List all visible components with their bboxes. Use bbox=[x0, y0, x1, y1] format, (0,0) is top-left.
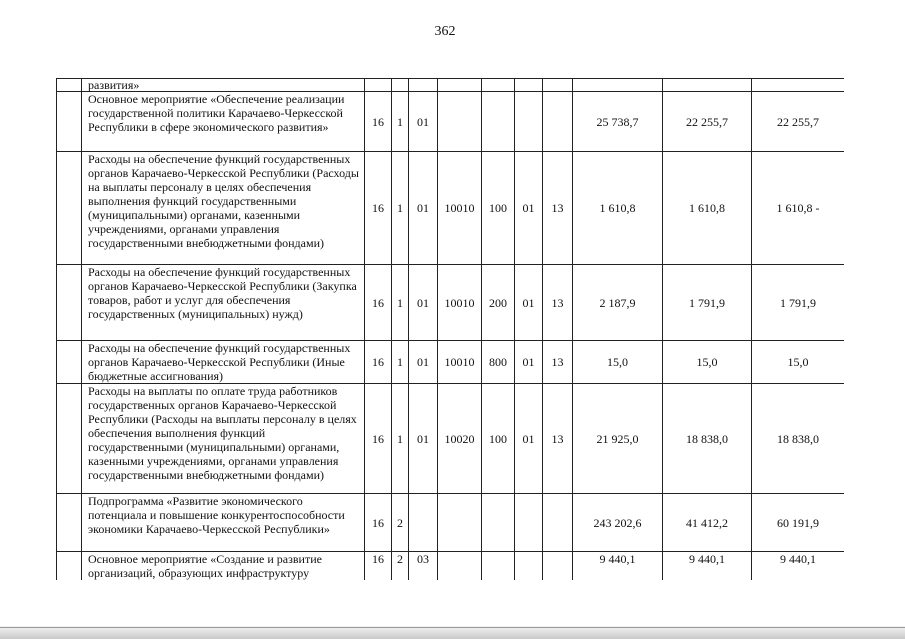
code-cell: 16 bbox=[365, 152, 392, 265]
code-cell: 01 bbox=[409, 384, 438, 494]
amount-cell: 1 791,9 bbox=[752, 265, 845, 341]
amount-cell: 1 791,9 bbox=[663, 265, 752, 341]
code-cell: 13 bbox=[543, 265, 573, 341]
amount-cell: 2 187,9 bbox=[573, 265, 663, 341]
code-cell: 01 bbox=[515, 384, 543, 494]
amount-cell: 22 255,7 bbox=[663, 92, 752, 152]
code-cell bbox=[392, 79, 409, 92]
code-cell: 1 bbox=[392, 384, 409, 494]
code-cell bbox=[438, 494, 482, 552]
code-cell: 03 bbox=[409, 552, 438, 581]
code-cell bbox=[409, 494, 438, 552]
amount-cell bbox=[573, 79, 663, 92]
code-cell bbox=[515, 92, 543, 152]
code-cell: 16 bbox=[365, 494, 392, 552]
code-cell: 1 bbox=[392, 92, 409, 152]
code-cell: 16 bbox=[365, 341, 392, 384]
code-cell: 01 bbox=[409, 152, 438, 265]
amount-cell: 18 838,0 bbox=[752, 384, 845, 494]
amount-cell: 60 191,9 bbox=[752, 494, 845, 552]
amount-cell: 1 610,8 bbox=[663, 152, 752, 265]
code-cell bbox=[543, 494, 573, 552]
amount-cell: 41 412,2 bbox=[663, 494, 752, 552]
row-description: Расходы на обеспечение функций государственных органов Карачаево-Черкесской Республики (Закупка товаров, работ и услуг для обеспечения государственных (муниципальных) нужд) bbox=[82, 265, 365, 341]
amount-cell: 9 440,1 bbox=[663, 552, 752, 581]
table-row bbox=[57, 92, 845, 152]
code-cell: 13 bbox=[543, 152, 573, 265]
code-cell bbox=[515, 79, 543, 92]
row-blank-cell bbox=[57, 494, 82, 552]
code-cell: 16 bbox=[365, 265, 392, 341]
code-cell bbox=[438, 552, 482, 581]
code-cell: 13 bbox=[543, 384, 573, 494]
code-cell: 10010 bbox=[438, 341, 482, 384]
code-cell: 16 bbox=[365, 92, 392, 152]
code-cell: 01 bbox=[515, 152, 543, 265]
code-cell: 01 bbox=[409, 265, 438, 341]
code-cell: 200 bbox=[482, 265, 515, 341]
amount-cell: 9 440,1 bbox=[573, 552, 663, 581]
row-description: Подпрограмма «Развитие экономического потенциала и повышение конкурентоспособности экономики Карачаево-Черкесской Республики» bbox=[82, 494, 365, 552]
code-cell: 1 bbox=[392, 265, 409, 341]
scan-edge-line bbox=[0, 627, 905, 628]
code-cell bbox=[482, 79, 515, 92]
code-cell bbox=[515, 494, 543, 552]
amount-cell: 1 610,8 - bbox=[752, 152, 845, 265]
code-cell: 1 bbox=[392, 152, 409, 265]
table-row bbox=[57, 265, 845, 341]
row-blank-cell bbox=[57, 152, 82, 265]
code-cell: 100 bbox=[482, 152, 515, 265]
code-cell: 16 bbox=[365, 384, 392, 494]
code-cell bbox=[482, 494, 515, 552]
code-cell: 2 bbox=[392, 494, 409, 552]
code-cell: 100 bbox=[482, 384, 515, 494]
row-description: Расходы на обеспечение функций государственных органов Карачаево-Черкесской Республики (Иные бюджетные ассигнования) bbox=[82, 341, 365, 384]
code-cell: 2 bbox=[392, 552, 409, 581]
code-cell: 01 bbox=[515, 341, 543, 384]
code-cell: 01 bbox=[409, 92, 438, 152]
amount-cell: 9 440,1 bbox=[752, 552, 845, 581]
table-row bbox=[57, 341, 845, 384]
code-cell bbox=[543, 92, 573, 152]
table-row bbox=[57, 152, 845, 265]
amount-cell: 15,0 bbox=[752, 341, 845, 384]
row-blank-cell bbox=[57, 384, 82, 494]
row-description: Расходы на выплаты по оплате труда работников государственных органов Карачаево-Черкесской Республики (Расходы на выплаты персоналу в целях обеспечения выполнения функций государственными (муниципальными) органами, казенными учреждениями, органами управления государственными внебюджетными фондами) bbox=[82, 384, 365, 494]
code-cell: 13 bbox=[543, 341, 573, 384]
amount-cell: 22 255,7 bbox=[752, 92, 845, 152]
amount-cell bbox=[752, 79, 845, 92]
code-cell: 800 bbox=[482, 341, 515, 384]
row-blank-cell bbox=[57, 79, 82, 92]
code-cell bbox=[543, 552, 573, 581]
code-cell bbox=[409, 79, 438, 92]
amount-cell: 18 838,0 bbox=[663, 384, 752, 494]
code-cell bbox=[482, 552, 515, 581]
page-number: 362 bbox=[434, 24, 456, 39]
amount-cell: 15,0 bbox=[573, 341, 663, 384]
row-description: Расходы на обеспечение функций государственных органов Карачаево-Черкесской Республики (Расходы на выплаты персоналу в целях обеспечения выполнения функций государственными (муниципальными) органами, казенными учреждениями, органами управления государственными внебюджетными фондами) bbox=[82, 152, 365, 265]
code-cell: 10010 bbox=[438, 265, 482, 341]
code-cell bbox=[438, 79, 482, 92]
amount-cell bbox=[663, 79, 752, 92]
amount-cell: 243 202,6 bbox=[573, 494, 663, 552]
row-description: Основное мероприятие «Обеспечение реализации государственной политики Карачаево-Черкесской Республики в сфере экономического развития» bbox=[82, 92, 365, 152]
table-row bbox=[57, 552, 845, 581]
amount-cell: 25 738,7 bbox=[573, 92, 663, 152]
amount-cell: 1 610,8 bbox=[573, 152, 663, 265]
amount-cell: 15,0 bbox=[663, 341, 752, 384]
code-cell bbox=[543, 79, 573, 92]
table-row bbox=[57, 494, 845, 552]
budget-table-container bbox=[56, 78, 844, 580]
code-cell: 10010 bbox=[438, 152, 482, 265]
table-row bbox=[57, 79, 845, 92]
code-cell bbox=[365, 79, 392, 92]
code-cell bbox=[482, 92, 515, 152]
code-cell bbox=[438, 92, 482, 152]
budget-table bbox=[56, 78, 844, 580]
table-row bbox=[57, 384, 845, 494]
code-cell bbox=[515, 552, 543, 581]
row-blank-cell bbox=[57, 341, 82, 384]
row-blank-cell bbox=[57, 92, 82, 152]
code-cell: 16 bbox=[365, 552, 392, 581]
code-cell: 01 bbox=[515, 265, 543, 341]
amount-cell: 21 925,0 bbox=[573, 384, 663, 494]
row-description: развития» bbox=[82, 79, 365, 92]
code-cell: 1 bbox=[392, 341, 409, 384]
row-blank-cell bbox=[57, 265, 82, 341]
code-cell: 10020 bbox=[438, 384, 482, 494]
code-cell: 01 bbox=[409, 341, 438, 384]
row-description: Основное мероприятие «Создание и развитие организаций, образующих инфраструктуру bbox=[82, 552, 365, 581]
row-blank-cell bbox=[57, 552, 82, 581]
